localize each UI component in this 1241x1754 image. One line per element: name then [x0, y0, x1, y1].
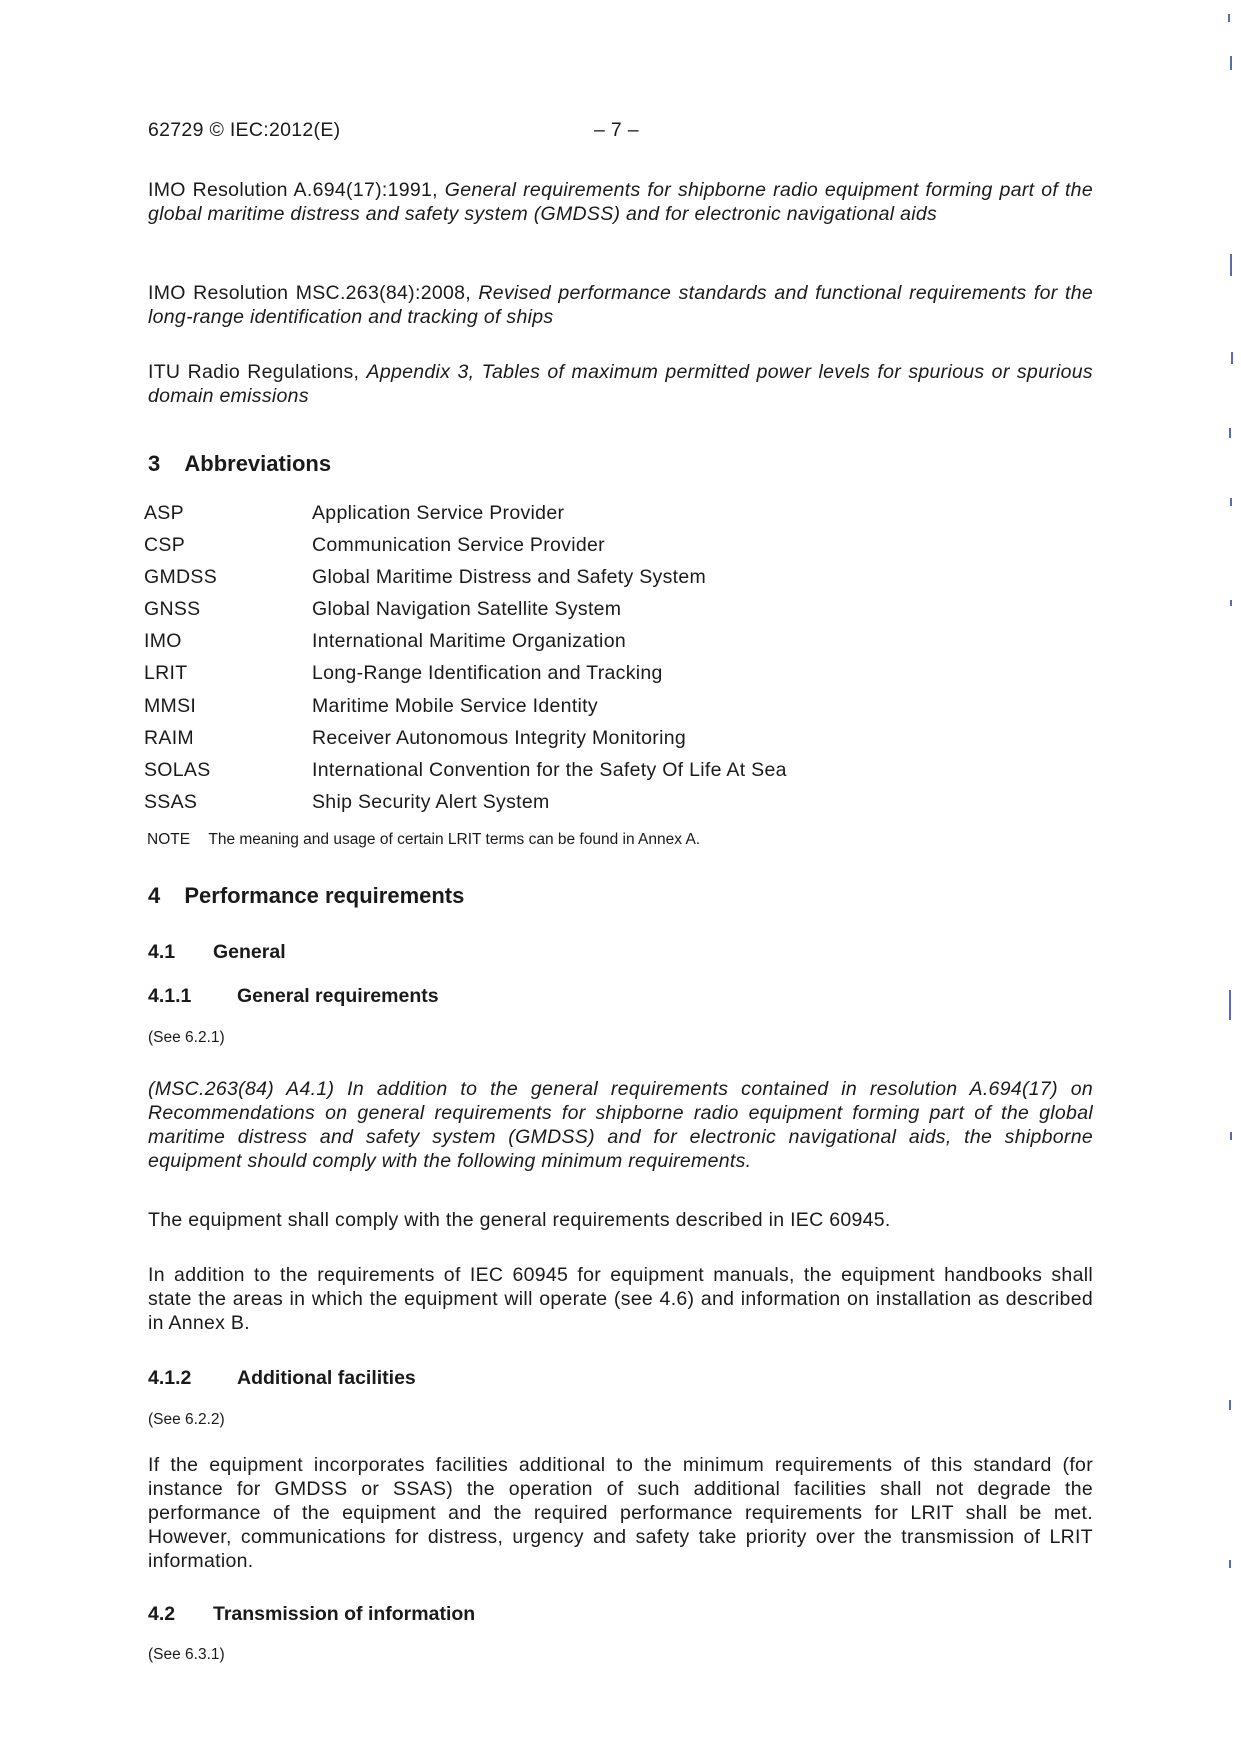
reference-prefix: ITU Radio Regulations, [148, 361, 367, 383]
scan-mark [1231, 352, 1233, 364]
scan-mark [1230, 56, 1232, 70]
equipment-manuals-paragraph: In addition to the requirements of IEC 60945 for equipment manuals, the equipment handbooks shall state the areas in which the equipment will operate (see 4.6) and information on installation as described in Annex B. [148, 1264, 1093, 1334]
section-number: 4 [148, 883, 161, 908]
page-number: – 7 – [594, 119, 639, 141]
section-number: 4.1 [148, 941, 176, 963]
scan-mark [1229, 428, 1231, 438]
msc-quote-paragraph: (MSC.263(84) A4.1) In addition to the general requirements contained in resolution A.694(17) on Recommendations on general requirements for shipborne radio equipment forming part of the global maritime distress and safety system (GMDSS) and for electronic navigational aids, the shipborne equipment should comply with the following minimum requirements. [148, 1078, 1093, 1172]
see-reference: (See 6.2.2) [148, 1411, 225, 1428]
abbreviation-row [144, 759, 1044, 787]
section-number: 4.1.1 [148, 985, 192, 1007]
abbreviation-description: International Maritime Organization [312, 630, 626, 652]
note-text: The meaning and usage of certain LRIT terms can be found in Annex A. [208, 831, 701, 848]
abbreviation-code: CSP [144, 534, 185, 556]
scan-mark [1230, 1132, 1232, 1140]
abbreviation-code: RAIM [144, 727, 194, 749]
scan-mark [1230, 498, 1232, 506]
reference-imo-msc263 [148, 281, 1093, 329]
abbreviation-code: LRIT [144, 662, 188, 684]
section-title: Additional facilities [237, 1367, 416, 1389]
reference-title: Appendix 3, Tables of maximum permitted power levels for spurious or spurious domain emissions [148, 361, 1093, 407]
abbreviation-row [144, 598, 1044, 626]
section-number: 4.2 [148, 1603, 176, 1625]
see-reference: (See 6.3.1) [148, 1646, 225, 1663]
section-title: Abbreviations [184, 451, 332, 476]
abbreviation-note [147, 831, 700, 849]
section-4-1-heading [148, 941, 286, 964]
scan-mark [1228, 14, 1230, 22]
abbreviation-row [144, 502, 1044, 530]
scan-mark [1229, 1400, 1231, 1410]
section-number: 3 [148, 451, 161, 476]
reference-title: Revised performance standards and functional requirements for the long-range identification and tracking of ships [148, 282, 1093, 328]
scan-mark [1229, 1560, 1231, 1568]
abbreviation-row [144, 695, 1044, 723]
section-4-1-1-heading [148, 985, 439, 1008]
abbreviation-code: IMO [144, 630, 182, 652]
note-label: NOTE [147, 831, 191, 848]
abbreviation-description: Long-Range Identification and Tracking [312, 662, 663, 684]
abbreviation-row [144, 791, 1044, 819]
scan-mark [1229, 990, 1231, 1020]
additional-facilities-paragraph: If the equipment incorporates facilities additional to the minimum requirements of this standard (for instance for GMDSS or SSAS) the operation of such additional facilities shall not degrade the performance of the equipment and the required performance requirements for LRIT shall be met. However, communications for distress, urgency and safety take priority over the transmission of LRIT information. [148, 1454, 1093, 1572]
abbreviation-row [144, 534, 1044, 562]
section-number: 4.1.2 [148, 1367, 192, 1389]
abbreviation-description: International Convention for the Safety Of Life At Sea [312, 759, 787, 781]
abbreviation-code: GMDSS [144, 566, 218, 588]
abbreviation-row [144, 566, 1044, 594]
reference-title: General requirements for shipborne radio equipment forming part of the global maritime distress and safety system (GMDSS) and for electronic navigational aids [148, 179, 1093, 225]
abbreviation-description: Receiver Autonomous Integrity Monitoring [312, 727, 687, 749]
scan-mark [1230, 254, 1232, 276]
scan-mark [1230, 600, 1232, 606]
abbreviation-description: Maritime Mobile Service Identity [312, 695, 598, 717]
see-reference: (See 6.2.1) [148, 1029, 225, 1046]
abbreviation-code: GNSS [144, 598, 201, 620]
abbreviation-code: SSAS [144, 791, 198, 813]
abbreviation-description: Application Service Provider [312, 502, 565, 524]
abbreviation-code: ASP [144, 502, 184, 524]
abbreviation-code: MMSI [144, 695, 197, 717]
section-3-heading [148, 451, 331, 477]
abbreviation-row [144, 727, 1044, 755]
section-4-heading [148, 883, 464, 909]
reference-itu-rr [148, 360, 1093, 408]
general-requirements-paragraph: The equipment shall comply with the general requirements described in IEC 60945. [148, 1209, 891, 1231]
section-4-1-2-heading [148, 1367, 416, 1390]
abbreviation-description: Communication Service Provider [312, 534, 605, 556]
abbreviation-code: SOLAS [144, 759, 211, 781]
section-title: Performance requirements [184, 883, 465, 908]
abbreviation-row [144, 662, 1044, 690]
abbreviation-row [144, 630, 1044, 658]
section-title: General requirements [237, 985, 439, 1007]
reference-imo-a694 [148, 178, 1093, 226]
abbreviation-description: Global Navigation Satellite System [312, 598, 622, 620]
section-4-2-heading [148, 1603, 476, 1626]
reference-prefix: IMO Resolution MSC.263(84):2008, [148, 282, 479, 304]
document-id: 62729 © IEC:2012(E) [148, 119, 341, 141]
abbreviation-description: Global Maritime Distress and Safety System [312, 566, 707, 588]
reference-prefix: IMO Resolution A.694(17):1991, [148, 179, 445, 201]
section-title: Transmission of information [213, 1603, 476, 1625]
abbreviation-description: Ship Security Alert System [312, 791, 550, 813]
section-title: General [213, 941, 286, 963]
